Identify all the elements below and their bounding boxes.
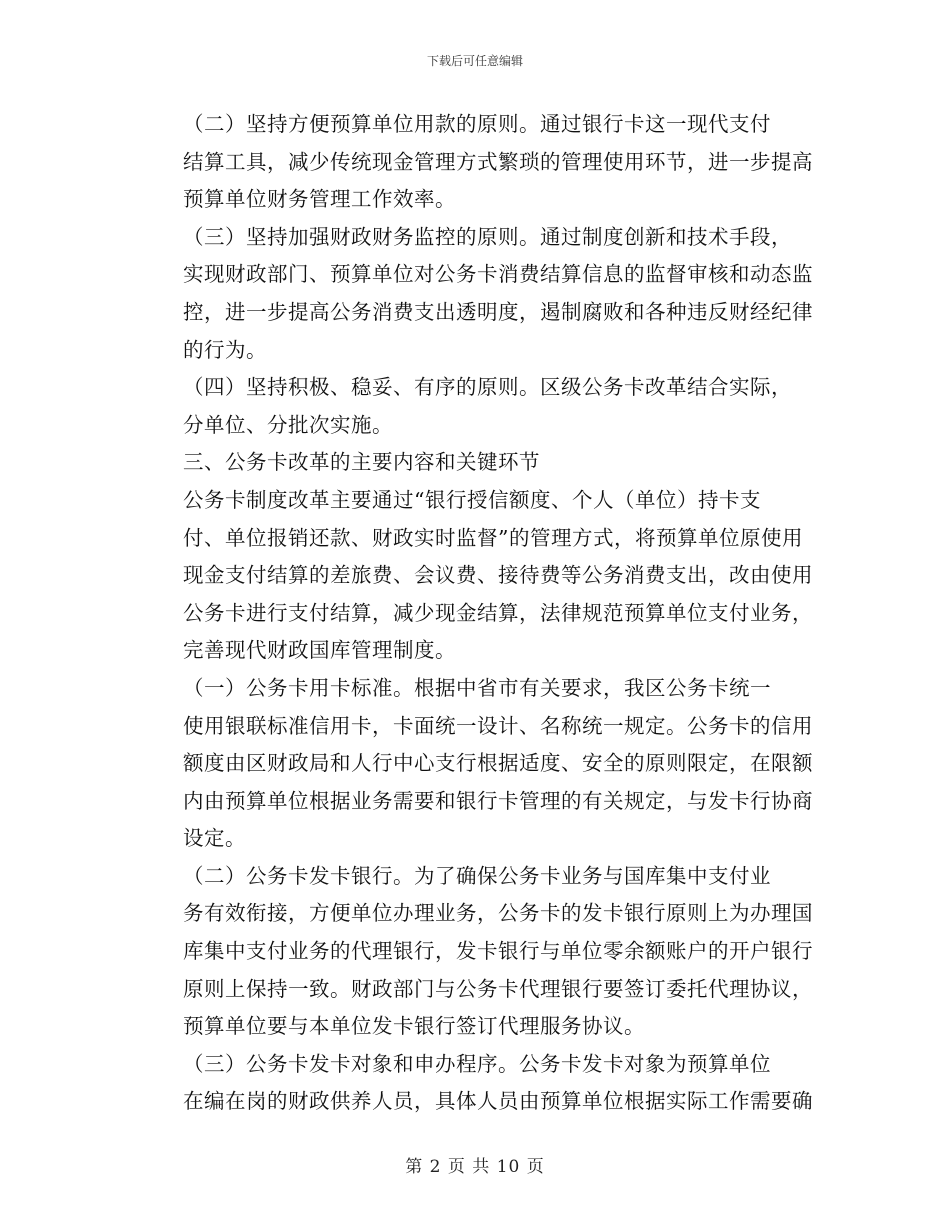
- document-body: [142, 106, 812, 1121]
- paragraph-line: 库集中支付业务的代理银行，发卡银行与单位零余额账户的开户银行: [183, 939, 813, 964]
- paragraph-line: 设定。: [183, 826, 246, 851]
- paragraph-p1: [142, 106, 812, 219]
- paragraph-p3: [142, 369, 812, 444]
- paragraph-line: （三）公务卡发卡对象和申办程序。公务卡发卡对象为预算单位: [183, 1051, 771, 1076]
- paragraph-line: 额度由区财政局和人行中心支行根据适度、安全的原则限定，在限额: [183, 751, 813, 776]
- paragraph-line: 结算工具，减少传统现金管理方式繁琐的管理使用环节，进一步提高: [183, 149, 813, 174]
- paragraph-line: （二）公务卡发卡银行。为了确保公务卡业务与国库集中支付业: [183, 863, 771, 888]
- paragraph-line: 原则上保持一致。财政部门与公务卡代理银行要签订委托代理协议，: [183, 976, 813, 1001]
- paragraph-line: 使用银联标准信用卡，卡面统一设计、名称统一规定。公务卡的信用: [183, 713, 813, 738]
- paragraph-p2: [142, 219, 812, 369]
- paragraph-line: 预算单位财务管理工作效率。: [183, 187, 456, 212]
- paragraph-line: 完善现代财政国库管理制度。: [183, 638, 456, 663]
- paragraph-line: 分单位、分批次实施。: [183, 412, 393, 437]
- paragraph-line: 实现财政部门、预算单位对公务卡消费结算信息的监督审核和动态监: [183, 262, 813, 287]
- page-footer: 第 2 页 共 10 页: [405, 1157, 545, 1177]
- paragraph-line: 务有效衔接，方便单位办理业务，公务卡的发卡银行原则上为办理国: [183, 901, 813, 926]
- paragraph-line: 公务卡进行支付结算，减少现金结算，法律规范预算单位支付业务，: [183, 600, 813, 625]
- paragraph-line: 的行为。: [183, 337, 267, 362]
- paragraph-line: 付、单位报销还款、财政实时监督”的管理方式，将预算单位原使用: [183, 525, 803, 550]
- page-header: 下载后可任意编辑: [426, 54, 523, 68]
- paragraph-line: （三）坚持加强财政财务监控的原则。通过制度创新和技术手段，: [183, 224, 792, 249]
- paragraph-p7: [142, 858, 812, 1046]
- paragraph-line: 内由预算单位根据业务需要和银行卡管理的有关规定，与发卡行协商: [183, 788, 813, 813]
- paragraph-p6: [142, 670, 812, 858]
- paragraph-line: （四）坚持积极、稳妥、有序的原则。区级公务卡改革结合实际，: [183, 375, 792, 400]
- paragraph-p8: [142, 1046, 812, 1121]
- paragraph-line: 现金支付结算的差旅费、会议费、接待费等公务消费支出，改由使用: [183, 563, 813, 588]
- paragraph-p4: [142, 444, 812, 482]
- paragraph-line: 三、公务卡改革的主要内容和关键环节: [183, 450, 540, 475]
- paragraph-line: 预算单位要与本单位发卡银行签订代理服务协议。: [183, 1014, 645, 1039]
- paragraph-line: 公务卡制度改革主要通过“银行授信额度、个人（单位）持卡支: [183, 487, 761, 512]
- paragraph-line: 控，进一步提高公务消费支出透明度，遏制腐败和各种违反财经纪律: [183, 299, 813, 324]
- paragraph-line: （二）坚持方便预算单位用款的原则。通过银行卡这一现代支付: [183, 112, 771, 136]
- paragraph-line: （一）公务卡用卡标准。根据中省市有关要求，我区公务卡统一: [183, 675, 771, 700]
- paragraph-p5: [142, 482, 812, 670]
- paragraph-line: 在编在岗的财政供养人员，具体人员由预算单位根据实际工作需要确: [183, 1089, 813, 1114]
